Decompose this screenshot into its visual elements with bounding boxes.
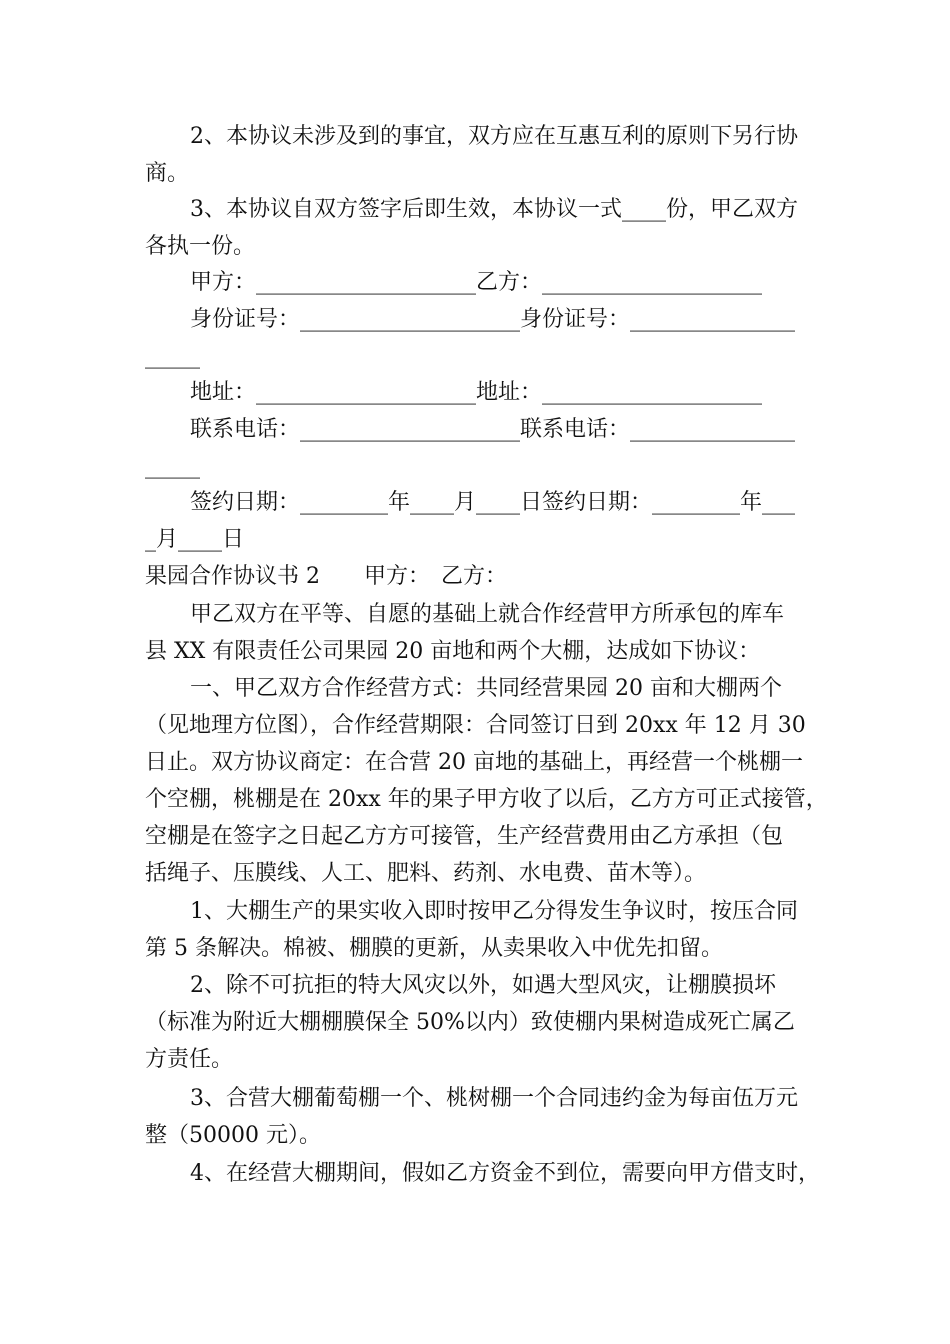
- paragraph-line: 4、在经营大棚期间，假如乙方资金不到位，需要向甲方借支时，: [190, 1161, 820, 1186]
- paragraph-line: 一、甲乙双方合作经营方式：共同经营果园 20 亩和大棚两个: [190, 676, 782, 701]
- paragraph-line: 第 5 条解决。棉被、棚膜的更新，从卖果收入中优先扣留。: [145, 936, 723, 961]
- paragraph-line: 整（50000 元）。: [145, 1123, 321, 1148]
- sign-date-line-continued: _月____日: [145, 527, 245, 552]
- paragraph-line: 3、本协议自双方签字后即生效，本协议一式____份，甲乙双方: [190, 197, 798, 222]
- paragraph-line: 括绳子、压膜线、人工、肥料、药剂、水电费、苗木等）。: [145, 861, 707, 886]
- paragraph-line: 日止。双方协议商定：在合营 20 亩地的基础上，再经营一个桃棚一: [145, 750, 803, 775]
- sign-date-line: 签约日期：________年____月____日签约日期：________年___: [190, 490, 796, 515]
- paragraph-line: 甲乙双方在平等、自愿的基础上就合作经营甲方所承包的库车: [190, 602, 785, 627]
- party-signature-line: 甲方：____________________乙方：____________________: [190, 270, 763, 295]
- id-number-line: 身份证号：____________________身份证号：_______________: [190, 307, 796, 332]
- paragraph-line: 2、除不可抗拒的特大风灾以外，如遇大型风灾，让棚膜损坏: [190, 973, 776, 998]
- address-line: 地址：____________________地址：____________________: [190, 380, 763, 405]
- paragraph-line: 县 XX 有限责任公司果园 20 亩地和两个大棚，达成如下协议：: [145, 639, 761, 664]
- paragraph-line: 个空棚，桃棚是在 20xx 年的果子甲方收了以后，乙方方可正式接管，: [145, 787, 828, 812]
- paragraph-line: 方责任。: [145, 1047, 234, 1072]
- paragraph-line: 3、合营大棚葡萄棚一个、桃树棚一个合同违约金为每亩伍万元: [190, 1086, 798, 1111]
- paragraph-line: 商。: [145, 161, 190, 186]
- phone-line: 联系电话：____________________联系电话：_______________: [190, 417, 796, 442]
- paragraph-line: 2、本协议未涉及到的事宜，双方应在互惠互利的原则下另行协: [190, 124, 798, 149]
- paragraph-line: （见地理方位图），合作经营期限：合同签订日到 20xx 年 12 月 30: [145, 713, 806, 738]
- section-title: 果园合作协议书 2 甲方： 乙方：: [145, 564, 507, 589]
- paragraph-line: 空棚是在签字之日起乙方方可接管，生产经营费用由乙方承担（包: [145, 824, 784, 849]
- paragraph-line: 1、大棚生产的果实收入即时按甲乙分得发生争议时，按压合同: [190, 899, 798, 924]
- id-number-line-continued: _____: [145, 344, 200, 369]
- paragraph-line: 各执一份。: [145, 234, 256, 259]
- paragraph-line: （标准为附近大棚棚膜保全 50%以内）致使棚内果树造成死亡属乙: [145, 1010, 795, 1035]
- phone-line-continued: _____: [145, 454, 200, 479]
